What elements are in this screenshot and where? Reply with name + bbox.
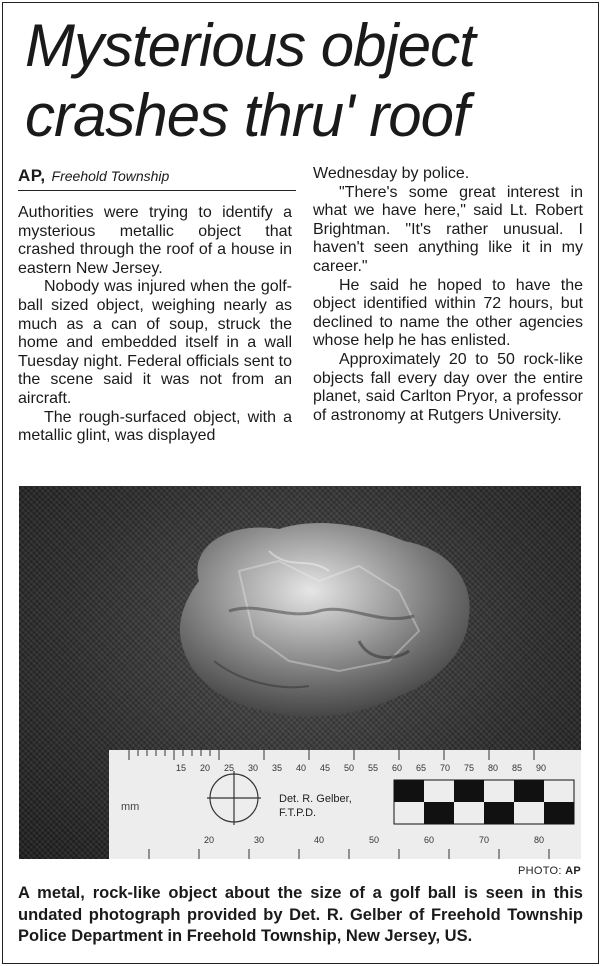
ruler-top-tick-label: 65	[415, 763, 427, 773]
ruler-label-line1: Det. R. Gelber,	[279, 793, 352, 805]
metallic-rock-image	[169, 511, 479, 726]
photo-credit-source: AP	[565, 865, 581, 877]
paragraph: "There's some great interest in what we have here," said Lt. Robert Brightman. "It's rather unusual. I haven't seen anything like it in my career."	[313, 183, 583, 275]
measurement-ruler	[109, 750, 581, 859]
ruler-bottom-tick-label: 50	[368, 835, 380, 845]
ruler-unit: mm	[121, 801, 140, 813]
ruler-top-tick-label: 35	[271, 763, 283, 773]
byline	[18, 166, 296, 191]
headline	[25, 11, 585, 151]
ruler-bottom-tick-label: 40	[313, 835, 325, 845]
ruler-top-tick-label: 20	[199, 763, 211, 773]
article-column-left	[18, 204, 292, 446]
ruler-bottom-tick-label: 60	[423, 835, 435, 845]
ruler-bottom-tick-label: 70	[478, 835, 490, 845]
ruler-top-tick-label: 90	[535, 763, 547, 773]
ruler-top-tick-label: 85	[511, 763, 523, 773]
headline-line-1: Mysterious object	[25, 12, 475, 79]
byline-agency: AP,	[18, 166, 46, 185]
ruler-top-tick-label: 60	[391, 763, 403, 773]
paragraph: He said he hoped to have the object identified within 72 hours, but declined to name the other agencies whose help he has enlisted.	[313, 276, 583, 350]
paragraph: Nobody was injured when the golf-ball sized object, weighing nearly as much as a can of soup, struck the home and embedded itself in a wall Tuesday night. Federal officials sent to the scene said it was not from an aircraft.	[18, 278, 292, 407]
ruler-bottom-tick-label: 80	[533, 835, 545, 845]
ruler-top-tick-label: 70	[439, 763, 451, 773]
ruler-top-tick-label: 75	[463, 763, 475, 773]
photo-credit	[518, 865, 581, 877]
paragraph: Wednesday by police.	[313, 165, 470, 182]
headline-line-2: crashes thru' roof	[25, 82, 469, 149]
ruler-top-tick-label: 80	[487, 763, 499, 773]
ruler-top-tick-label: 15	[175, 763, 187, 773]
paragraph: Authorities were trying to identify a mysterious metallic object that crashed through the roof of a house in eastern New Jersey.	[18, 204, 292, 277]
ruler-top-tick-label: 40	[295, 763, 307, 773]
ruler-top-tick-label: 50	[343, 763, 355, 773]
article-column-right	[313, 165, 583, 425]
paragraph: Approximately 20 to 50 rock-like objects fall every day over the entire planet, said Carlton Pryor, a professor of astronomy at Rutgers University.	[313, 350, 583, 424]
ruler-top-tick-label: 25	[223, 763, 235, 773]
ruler-top-tick-label: 45	[319, 763, 331, 773]
ruler-label-line2: F.T.P.D.	[279, 807, 317, 819]
ruler-top-tick-label: 30	[247, 763, 259, 773]
byline-place: Freehold Township	[51, 168, 170, 184]
ruler-top-tick-label: 55	[367, 763, 379, 773]
photo-credit-prefix: PHOTO:	[517, 865, 562, 877]
paragraph: The rough-surfaced object, with a metallic glint, was displayed	[18, 408, 292, 445]
ruler-bottom-tick-label: 30	[253, 835, 265, 845]
news-photo	[19, 486, 581, 859]
photo-caption: A metal, rock-like object about the size of a golf ball is seen in this undated photograph provided by Det. R. Gelber of Freehold Township Police Department in Freehold Township, New Jersey, US.	[18, 884, 583, 945]
ruler-bottom-tick-label: 20	[203, 835, 215, 845]
